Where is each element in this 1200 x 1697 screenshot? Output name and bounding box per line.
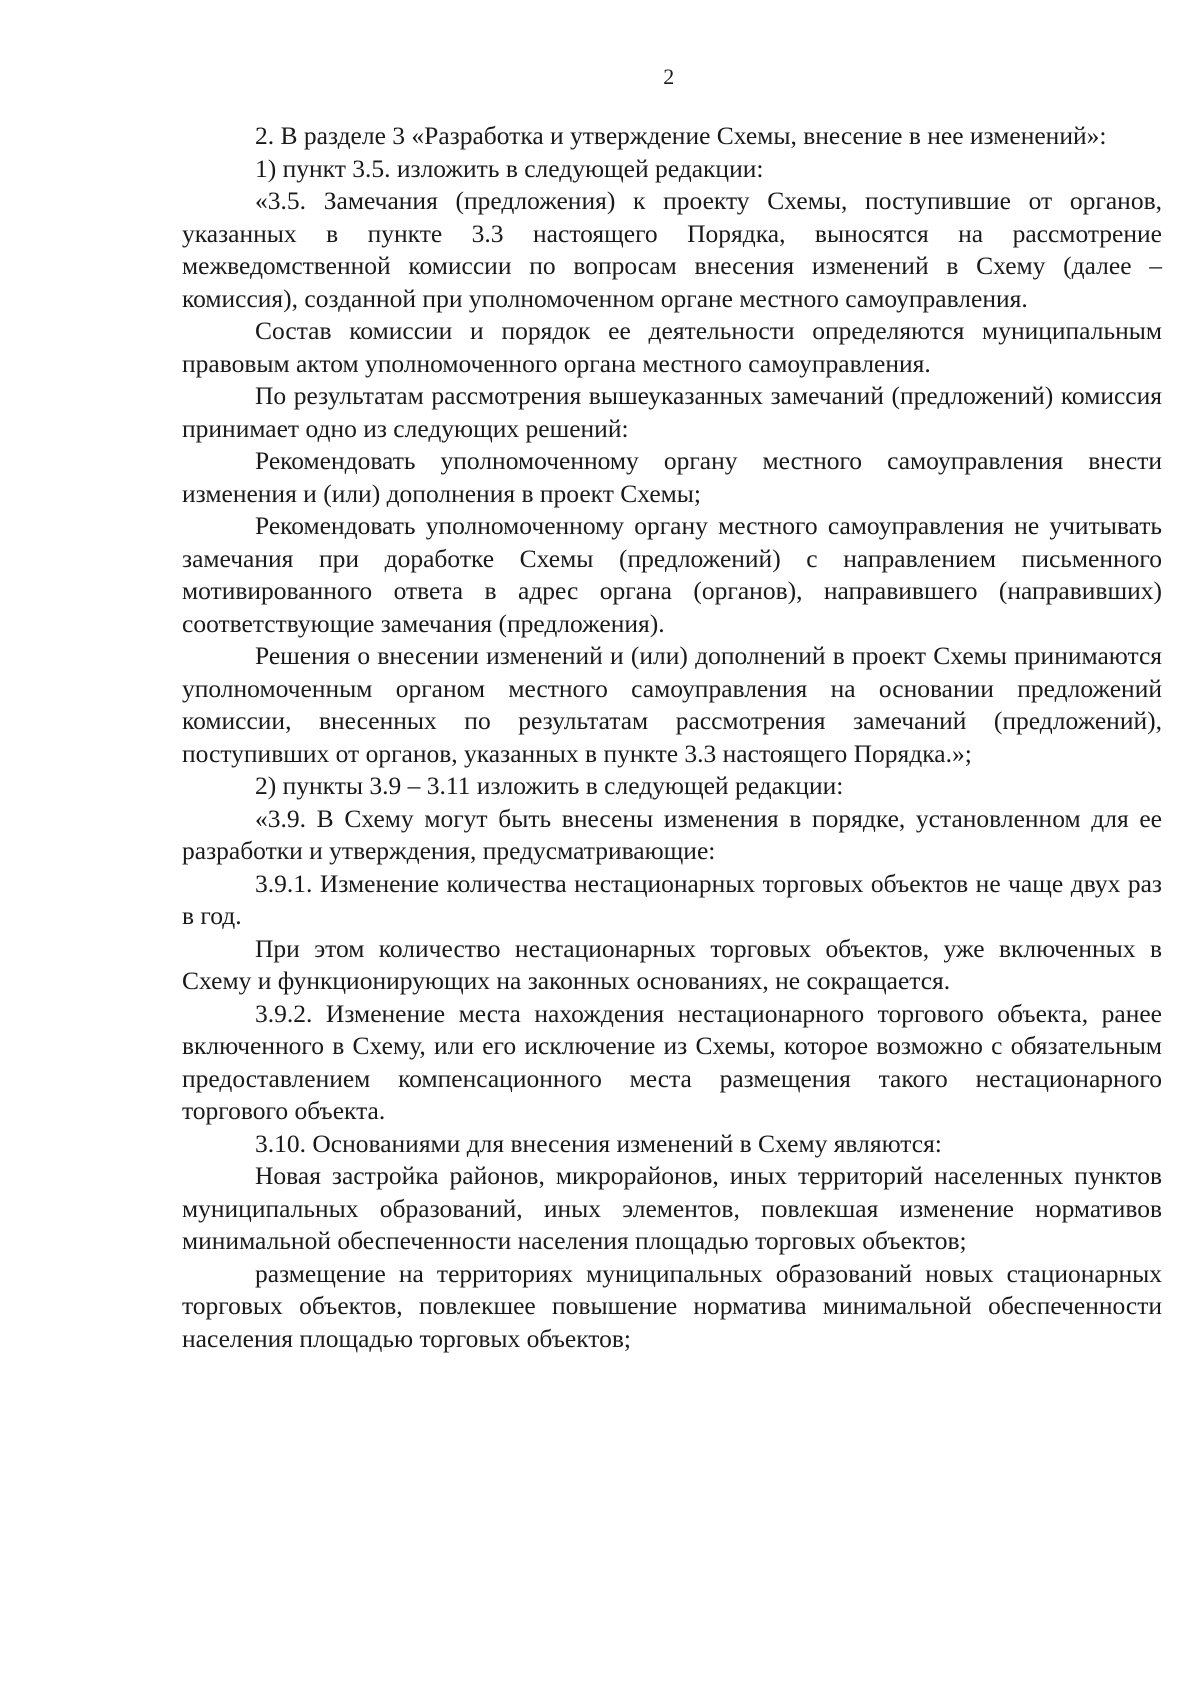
paragraph: «3.5. Замечания (предложения) к проекту Схемы, поступившие от органов, указанных в пункте 3.3 настоящего Порядка, выносятся на рассмотрение межведомственной комиссии по вопросам внесения изменений в Схему (далее – комиссия), созданной при уполномоченном органе местного самоуправления. (182, 186, 1162, 313)
paragraph: 3.10. Основаниями для внесения изменений в Схему являются: (255, 1128, 942, 1158)
paragraph: размещение на территориях муниципальных образований новых стационарных торговых объектов, повлекшее повышение норматива минимальной обеспеченности населения площадью торговых объектов; (182, 1258, 1162, 1353)
paragraph: При этом количество нестационарных торговых объектов, уже включенных в Схему и функционирующих на законных основаниях, не сокращается. (182, 933, 1162, 995)
paragraph: «3.9. В Схему могут быть внесены изменения в порядке, установленном для ее разработки и утверждения, предусматривающие: (182, 803, 1162, 865)
paragraph: 3.9.2. Изменение места нахождения нестационарного торгового объекта, ранее включенного в Схему, или его исключение из Схемы, которое возможно с обязательным предоставлением компенсационного места размещения такого нестационарного торгового объекта. (182, 998, 1162, 1125)
paragraph: Решения о внесении изменений и (или) дополнений в проект Схемы принимаются уполномоченным органом местного самоуправления на основании предложений комиссии, внесенных по результатам рассмотрения замечаний (предложений), поступивших от органов, указанных в пункте 3.3 настоящего Порядка.»; (182, 641, 1162, 768)
paragraph: 2) пункты 3.9 – 3.11 изложить в следующей редакции: (255, 771, 844, 800)
paragraph: 1) пункт 3.5. изложить в следующей редакции: (255, 153, 764, 183)
paragraph: 3.9.1. Изменение количества нестационарных торговых объектов не чаще двух раз в год. (182, 868, 1162, 930)
paragraph: Новая застройка районов, микрорайонов, иных территорий населенных пунктов муниципальных образований, иных элементов, повлекшая изменение нормативов минимальной обеспеченности населения площадью торговых объектов; (182, 1161, 1162, 1255)
paragraph: 2. В разделе 3 «Разработка и утверждение Схемы, внесение в нее изменений»: (255, 121, 1107, 150)
paragraph: По результатам рассмотрения вышеуказанных замечаний (предложений) комиссия принимает одно из следующих решений: (182, 381, 1162, 443)
paragraph: Рекомендовать уполномоченному органу местного самоуправления внести изменения и (или) дополнения в проект Схемы; (182, 446, 1162, 508)
paragraph: Рекомендовать уполномоченному органу местного самоуправления не учитывать замечания при доработке Схемы (предложений) с направлением письменного мотивированного ответа в адрес органа (органов), направившего (направивших) соответствующие замечания (предложения). (182, 511, 1162, 638)
paragraph: Состав комиссии и порядок ее деятельности определяются муниципальным правовым актом уполномоченного органа местного самоуправления. (182, 316, 1162, 378)
page-number: 2 (663, 64, 675, 89)
document-body (182, 120, 1162, 1355)
